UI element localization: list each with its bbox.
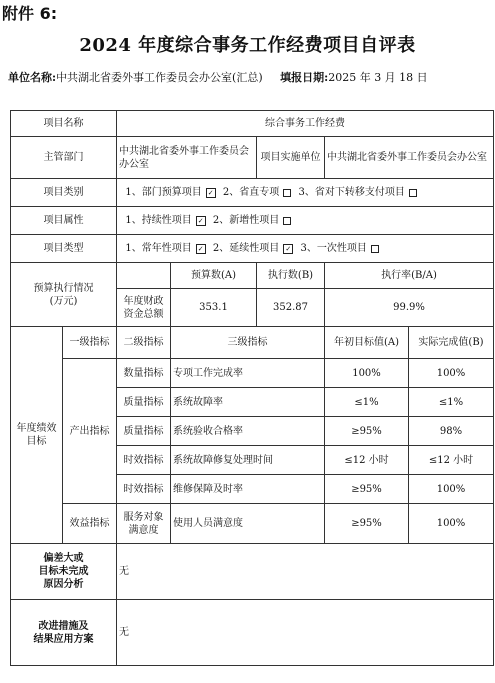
dept-value: 中共湖北省委外事工作委员会办公室 (117, 137, 257, 179)
indicator-target: ≥95% (325, 504, 409, 544)
type-opt-1: 1、常年性项目 (125, 243, 192, 254)
unit-label: 单位名称: (8, 71, 57, 84)
budget-col-rate: 执行率(B/A) (325, 263, 494, 289)
improvement-label-1: 改进措施及 (38, 620, 89, 632)
self-evaluation-table (10, 110, 494, 666)
header-level3: 三级指标 (171, 327, 325, 359)
form-title: 2024 年度综合事务工作经费项目自评表 (79, 35, 416, 56)
budget-a-value: 353.1 (171, 289, 257, 327)
indicator-l3: 系统故障修复处理时间 (171, 446, 325, 475)
project-name-label: 项目名称 (11, 111, 117, 137)
indicator-target: 100% (325, 359, 409, 388)
impl-unit-label: 项目实施单位 (257, 137, 325, 179)
deviation-label-3: 原因分析 (43, 579, 84, 590)
budget-label (11, 263, 117, 327)
indicator-l2: 时效指标 (117, 446, 171, 475)
benefit-indicator-label: 效益指标 (63, 504, 117, 544)
attr-label: 项目属性 (11, 207, 117, 235)
checked-box-icon[interactable]: ✓ (196, 216, 206, 226)
indicator-actual: 100% (409, 359, 494, 388)
type-options (117, 235, 494, 263)
impl-unit-value: 中共湖北省委外事工作委员会办公室 (325, 137, 494, 179)
unit-value: 中共湖北省委外事工作委员会办公室(汇总) (56, 71, 263, 84)
deviation-label-2: 目标未完成 (38, 566, 89, 577)
improvement-label-2: 结果应用方案 (33, 633, 94, 645)
attachment-label: 附件 6: (2, 4, 58, 23)
header-target: 年初目标值(A) (325, 327, 409, 359)
improvement-value: 无 (117, 600, 494, 666)
type-opt-2: 2、延续性项目 (212, 243, 280, 254)
date-label: 填报日期: (280, 71, 329, 84)
indicator-actual: 98% (409, 417, 494, 446)
indicator-actual: ≤12 小时 (409, 446, 494, 475)
indicator-actual: 100% (409, 475, 494, 504)
checked-box-icon[interactable]: ✓ (196, 244, 206, 254)
budget-col-a: 预算数(A) (171, 263, 257, 289)
category-opt-2: 2、省直专项 (222, 187, 280, 198)
category-opt-3: 3、省对下转移支付项目 (298, 187, 405, 198)
performance-section-label: 年度绩效目标 (11, 327, 63, 544)
budget-b-value: 352.87 (257, 289, 325, 327)
header-level2: 二级指标 (117, 327, 171, 359)
category-label: 项目类别 (11, 179, 117, 207)
indicator-target: ≥95% (325, 475, 409, 504)
unchecked-box-icon[interactable] (283, 217, 291, 225)
indicator-actual: ≤1% (409, 388, 494, 417)
output-indicator-label: 产出指标 (63, 359, 117, 504)
indicator-l2: 服务对象满意度 (117, 504, 171, 544)
budget-corner-cell (117, 263, 171, 289)
category-options (117, 179, 494, 207)
indicator-l3: 使用人员满意度 (171, 504, 325, 544)
deviation-label (11, 544, 117, 600)
category-opt-1: 1、部门预算项目 (125, 187, 202, 198)
type-opt-3: 3、一次性项目 (300, 243, 367, 254)
indicator-l2: 时效指标 (117, 475, 171, 504)
budget-label-line1: 预算执行情况 (33, 282, 94, 294)
checked-box-icon[interactable]: ✓ (283, 244, 293, 254)
indicator-target: ≥95% (325, 417, 409, 446)
improvement-label (11, 600, 117, 666)
indicator-actual: 100% (409, 504, 494, 544)
budget-row-label: 年度财政资金总额 (117, 289, 171, 327)
checked-box-icon[interactable]: ✓ (206, 188, 216, 198)
indicator-l3: 专项工作完成率 (171, 359, 325, 388)
indicator-l2: 数量指标 (117, 359, 171, 388)
attr-options (117, 207, 494, 235)
unchecked-box-icon[interactable] (409, 189, 417, 197)
dept-label: 主管部门 (11, 137, 117, 179)
indicator-l3: 系统验收合格率 (171, 417, 325, 446)
indicator-l2: 质量指标 (117, 417, 171, 446)
indicator-l3: 维修保障及时率 (171, 475, 325, 504)
project-name-value: 综合事务工作经费 (117, 111, 494, 137)
budget-col-b: 执行数(B) (257, 263, 325, 289)
attr-opt-1: 1、持续性项目 (125, 215, 192, 226)
deviation-label-1: 偏差大或 (43, 553, 84, 564)
type-label: 项目类型 (11, 235, 117, 263)
indicator-target: ≤1% (325, 388, 409, 417)
attr-opt-2: 2、新增性项目 (212, 215, 280, 226)
unchecked-box-icon[interactable] (283, 189, 291, 197)
header-actual: 实际完成值(B) (409, 327, 494, 359)
indicator-l2: 质量指标 (117, 388, 171, 417)
unchecked-box-icon[interactable] (371, 245, 379, 253)
budget-label-line2: (万元) (49, 295, 78, 307)
deviation-value: 无 (117, 544, 494, 600)
unit-line (8, 69, 428, 85)
indicator-l3: 系统故障率 (171, 388, 325, 417)
header-level1: 一级指标 (63, 327, 117, 359)
date-value: 2025 年 3 月 18 日 (328, 71, 428, 84)
indicator-target: ≤12 小时 (325, 446, 409, 475)
budget-rate-value: 99.9% (325, 289, 494, 327)
